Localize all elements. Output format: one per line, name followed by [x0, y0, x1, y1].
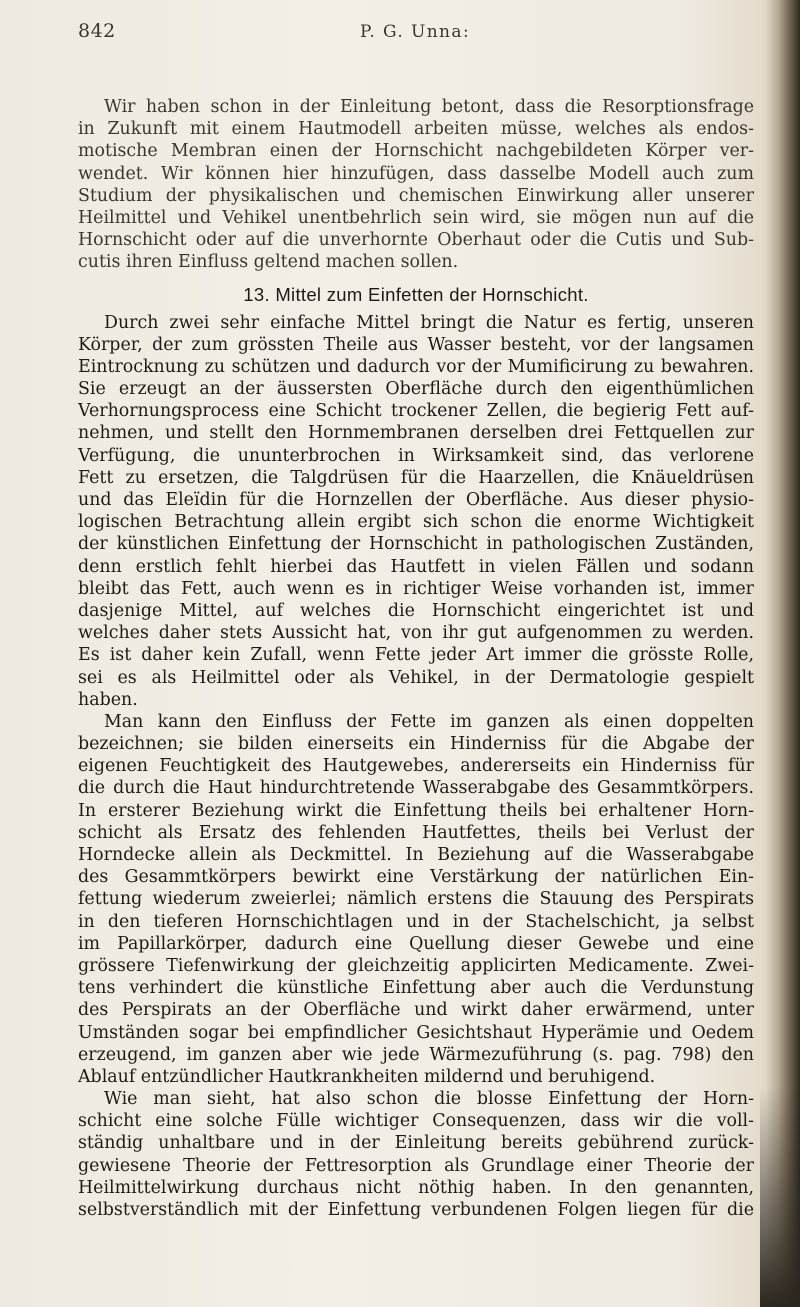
text-line: dasjenige Mittel, auf welches die Hornschicht eingerichtet ist und — [78, 600, 754, 621]
text-line: Wir haben schon in der Einleitung betont, dass die Resorptionsfrage — [104, 97, 754, 117]
text-line: im Papillarkörper, dadurch eine Quellung dieser Gewebe und eine — [78, 933, 754, 954]
text-line: denn erstlich fehlt hierbei das Hautfett in vielen Fällen und sodann — [78, 556, 754, 577]
text-line: in den tieferen Hornschichtlagen und in der Stachelschicht, ja selbst — [78, 911, 754, 932]
text-line: in Zukunft mit einem Hautmodell arbeiten müsse, welches als endos- — [78, 119, 754, 140]
running-head: P. G. Unna: — [360, 22, 471, 42]
paragraph-1 — [78, 312, 754, 711]
text-line: Körper, der zum grössten Theile aus Wasser besteht, vor der langsamen — [78, 334, 754, 355]
text-line: wendet. Wir können hier hinzufügen, dass dasselbe Modell auch zum — [78, 163, 754, 184]
text-line: tens verhindert die künstliche Einfettung aber auch die Verdunstung — [78, 978, 754, 999]
text-line: fettung wiederum zweierlei; nämlich erstens die Stauung des Perspirats — [78, 889, 754, 910]
page-header — [78, 20, 754, 60]
text-line: Horndecke allein als Deckmittel. In Beziehung auf die Wasserabgabe — [78, 845, 754, 865]
text-line: Eintrocknung zu schützen und dadurch vor der Mumificirung zu bewahren. — [78, 356, 754, 377]
text-line: bleibt das Fett, auch wenn es in richtiger Weise vorhanden ist, immer — [78, 578, 754, 599]
text-line: Sie erzeugt an der äussersten Oberfläche durch den eigenthümlichen — [78, 379, 754, 400]
text-line: des Gesammtkörpers bewirkt eine Verstärkung der natürlichen Ein- — [78, 867, 754, 888]
text-line: In ersterer Beziehung wirkt die Einfettung theils bei erhaltener Horn- — [78, 800, 754, 821]
paragraph-2 — [78, 711, 754, 1088]
text-line: Fett zu ersetzen, die Talgdrüsen für die Haarzellen, die Knäueldrüsen — [78, 467, 754, 488]
text-line: logischen Betrachtung allein ergibt sich schon die enorme Wichtigkeit — [78, 512, 754, 533]
text-line: bezeichnen; sie bilden einerseits ein Hinderniss für die Abgabe der — [78, 734, 754, 755]
text-line: des Perspirats an der Oberfläche und wirkt daher erwärmend, unter — [78, 1000, 754, 1021]
text-line: Wie man sieht, hat also schon die blosse Einfettung der Horn- — [104, 1089, 754, 1110]
paragraph-intro — [78, 96, 754, 274]
text-line: grössere Tiefenwirkung der gleichzeitig applicirten Medicamente. Zwei- — [78, 955, 754, 976]
text-line: Hornschicht oder auf die unverhornte Oberhaut oder die Cutis und Sub- — [78, 230, 754, 251]
text-line: Heilmittelwirkung durchaus nicht nöthig haben. In den genannten, — [78, 1177, 754, 1198]
text-line: welches daher stets Aussicht hat, von ihr gut aufgenommen zu werden. — [78, 623, 754, 644]
text-line: sei es als Heilmittel oder als Vehikel, in der Dermatologie gespielt — [78, 667, 754, 688]
text-line: Ablauf entzündlicher Hautkrankheiten mildernd und beruhigend. — [78, 1066, 656, 1087]
section-heading: 13. Mittel zum Einfetten der Hornschicht. — [243, 283, 589, 305]
text-line: die durch die Haut hindurchtretende Wasserabgabe des Gesammtkörpers. — [78, 778, 754, 799]
text-line: cutis ihren Einfluss geltend machen sollen. — [78, 252, 459, 273]
text-line: schicht als Ersatz des fehlenden Hautfettes, theils bei Verlust der — [78, 822, 754, 843]
text-line: schicht eine solche Fülle wichtiger Consequenzen, dass wir die voll- — [78, 1111, 754, 1132]
text-line: Verfügung, die ununterbrochen in Wirksamkeit sind, das verlorene — [78, 445, 754, 466]
text-line: und das Eleïdin für die Hornzellen der Oberfläche. Aus dieser physio- — [78, 490, 754, 510]
text-line: ständig unhaltbare und in der Einleitung bereits gebührend zurück- — [78, 1133, 754, 1154]
text-line: der künstlichen Einfettung der Hornschicht in pathologischen Zuständen, — [78, 534, 754, 555]
paragraph-3 — [78, 1088, 754, 1221]
text-line: haben. — [78, 689, 138, 710]
text-line: Umständen sogar bei empfindlicher Gesichtshaut Hyperämie und Oedem — [78, 1022, 754, 1043]
text-line: eigenen Feuchtigkeit des Hautgewebes, andererseits ein Hinderniss für — [78, 756, 754, 777]
text-line: Es ist daher kein Zufall, wenn Fette jeder Art immer die grösste Rolle, — [78, 645, 754, 666]
text-line: Durch zwei sehr einfache Mittel bringt die Natur es fertig, unseren — [104, 312, 754, 333]
text-body — [78, 96, 754, 1221]
text-line: Heilmittel und Vehikel unentbehrlich sein wird, sie mögen nun auf die — [78, 207, 754, 228]
text-line: Studium der physikalischen und chemischen Einwirkung aller unserer — [78, 185, 754, 206]
text-line: gewiesene Theorie der Fettresorption als Grundlage einer Theorie der — [78, 1155, 754, 1176]
text-line: erzeugend, im ganzen aber wie jede Wärmezuführung (s. pag. 798) den — [78, 1044, 754, 1065]
text-line: motische Membran einen der Hornschicht nachgebildeten Körper ver- — [78, 141, 754, 162]
text-line: selbstverständlich mit der Einfettung verbundenen Folgen liegen für die — [78, 1200, 754, 1220]
text-line: Man kann den Einfluss der Fette im ganzen als einen doppelten — [104, 711, 754, 732]
text-line: Verhornungsprocess eine Schicht trockener Zellen, die begierig Fett auf- — [78, 401, 754, 422]
page-number: 842 — [78, 20, 116, 42]
text-line: nehmen, und stellt den Hornmembranen derselben drei Fettquellen zur — [78, 423, 754, 444]
page-corner-shadow — [760, 1087, 800, 1307]
